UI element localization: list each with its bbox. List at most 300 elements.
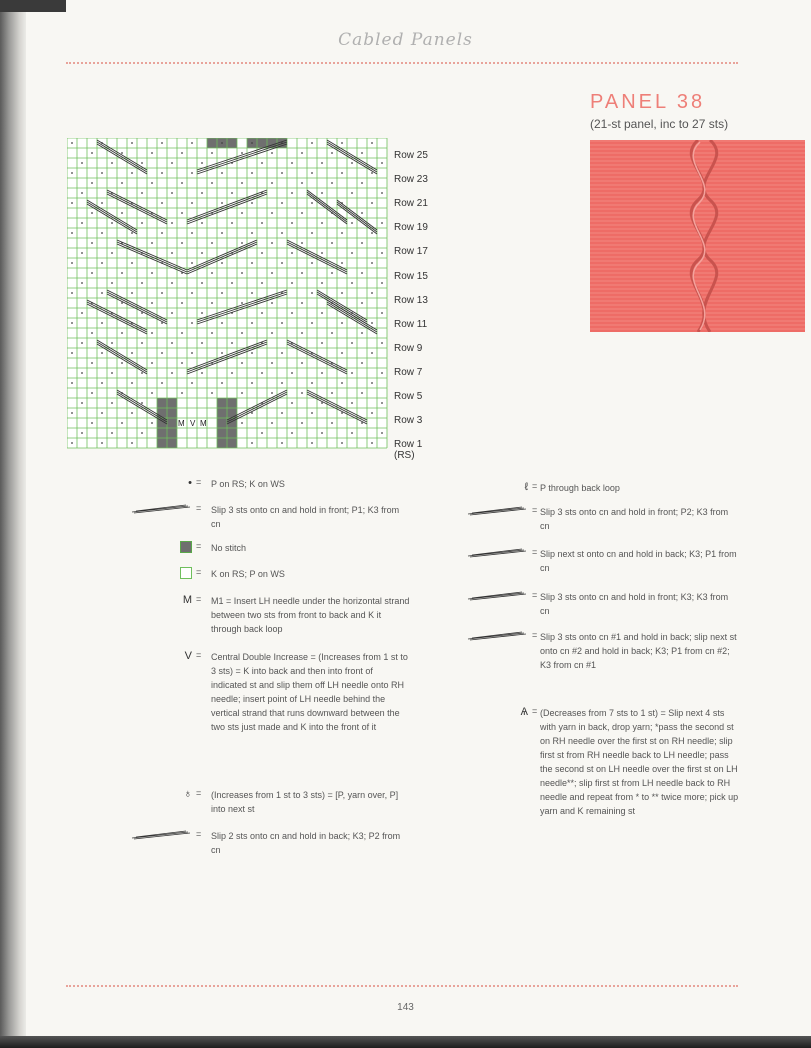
purl-dot: [121, 302, 123, 304]
book-gutter: [0, 0, 26, 1048]
purl-dot: [101, 232, 103, 234]
legend-equals: =: [532, 590, 538, 600]
page-bottom-shadow: [0, 1036, 811, 1048]
purl-dot: [291, 432, 293, 434]
purl-dot: [91, 182, 93, 184]
purl-dot: [221, 352, 223, 354]
no-stitch-cell: [167, 438, 177, 448]
purl-dot: [151, 392, 153, 394]
purl-dot: [311, 172, 313, 174]
purl-dot: [131, 352, 133, 354]
purl-dot: [221, 322, 223, 324]
purl-dot: [131, 382, 133, 384]
purl-dot: [271, 152, 273, 154]
purl-dot: [371, 382, 373, 384]
purl-dot: [131, 442, 133, 444]
purl-dot: [361, 302, 363, 304]
purl-dot: [371, 442, 373, 444]
purl-dot: [211, 242, 213, 244]
purl-dot: [231, 342, 233, 344]
no-stitch-cell: [217, 428, 227, 438]
purl-dot: [171, 222, 173, 224]
purl-dot: [141, 432, 143, 434]
purl-dot: [251, 262, 253, 264]
purl-dot: [141, 192, 143, 194]
purl-dot: [211, 182, 213, 184]
legend-text: (Decreases from 7 sts to 1 st) = Slip next 4 sts with yarn in back, drop yarn; *pass the second st on RH needle over the first st on RH needle; slip first st from RH needle back to LH needle; pass the second st on LH needle over the first st on LH needle**; slip first st from LH needle back to RH needle and repeat from * to ** twice more; pick up yarn and K remaining st: [540, 708, 739, 816]
purl-dot: [101, 262, 103, 264]
knit-square-icon: [180, 567, 192, 579]
purl-dot: [121, 182, 123, 184]
purl-dot: [321, 372, 323, 374]
purl-dot: [361, 152, 363, 154]
purl-dot: [311, 292, 313, 294]
purl-dot: [121, 422, 123, 424]
purl-dot: [171, 312, 173, 314]
legend-symbol-cell: [458, 505, 528, 520]
purl-dot: [81, 282, 83, 284]
purl-dot: [281, 172, 283, 174]
purl-dot: [271, 422, 273, 424]
purl-dot: [191, 292, 193, 294]
purl-dot: [221, 202, 223, 204]
purl-dot: [71, 412, 73, 414]
purl-dot: [241, 302, 243, 304]
page-number: 143: [397, 1002, 414, 1013]
cable-1-3-back-icon: [466, 550, 528, 562]
purl-tbl-icon: ℓ: [524, 481, 528, 493]
purl-dot: [291, 162, 293, 164]
row-label: Row 25: [394, 150, 428, 161]
purl-dot: [261, 222, 263, 224]
purl-dot: [371, 202, 373, 204]
purl-dot: [271, 272, 273, 274]
legend-symbol-cell: [122, 829, 192, 844]
purl-dot: [281, 262, 283, 264]
purl-dot: [361, 272, 363, 274]
purl-dot: [111, 162, 113, 164]
purl-dot: [351, 282, 353, 284]
knitting-chart: [67, 138, 389, 457]
purl-dot: [161, 172, 163, 174]
purl-dot: [311, 262, 313, 264]
purl-dot: [101, 352, 103, 354]
legend-symbol-cell: [458, 630, 528, 645]
purl-dot: [181, 302, 183, 304]
purl-dot: [211, 302, 213, 304]
purl-dot: [251, 352, 253, 354]
purl-dot: [381, 192, 383, 194]
purl-dot: [321, 192, 323, 194]
purl-dot: [71, 262, 73, 264]
purl-dot: [181, 152, 183, 154]
cable-3-1-front-icon: [130, 506, 192, 518]
purl-dot: [141, 222, 143, 224]
purl-dot: [201, 222, 203, 224]
purl-dot: [281, 322, 283, 324]
purl-dot: [371, 142, 373, 144]
purl-dot: [361, 392, 363, 394]
purl-dot: [231, 372, 233, 374]
purl-dot: [191, 382, 193, 384]
purl-dot: [361, 332, 363, 334]
purl-dot: [251, 322, 253, 324]
purl-dot: [241, 182, 243, 184]
purl-dot: [141, 372, 143, 374]
purl-dot: [231, 282, 233, 284]
purl-dot: [151, 422, 153, 424]
legend-text: M1 = Insert LH needle under the horizontal strand between two sts from front to back and K it through back loop: [211, 596, 410, 634]
purl-dot: [361, 242, 363, 244]
purl-dot: [271, 302, 273, 304]
no-stitch-cell: [157, 398, 167, 408]
purl-dot: [151, 302, 153, 304]
no-stitch-cell: [217, 438, 227, 448]
decrease-7-to-1-icon: Ѧ: [520, 706, 528, 718]
no-stitch-cell: [167, 428, 177, 438]
purl-dot: [301, 152, 303, 154]
legend-text: P on RS; K on WS: [211, 479, 285, 489]
legend-symbol-cell: [122, 650, 192, 662]
purl-dot: [151, 182, 153, 184]
purl-dot: [241, 212, 243, 214]
purl-dot: [181, 332, 183, 334]
purl-dot: [371, 262, 373, 264]
purl-dot: [81, 222, 83, 224]
purl-dot: [191, 262, 193, 264]
purl-dot: [251, 412, 253, 414]
purl-dot: [351, 372, 353, 374]
purl-dot: [271, 242, 273, 244]
purl-dot: [91, 272, 93, 274]
purl-dot: [311, 142, 313, 144]
purl-dot: [161, 322, 163, 324]
legend-symbol: V: [184, 650, 192, 662]
purl-dot: [251, 202, 253, 204]
purl-dot: [201, 192, 203, 194]
no-stitch-cell: [167, 408, 177, 418]
purl-dot: [381, 252, 383, 254]
no-stitch-cell: [167, 418, 177, 428]
purl-dot: [91, 332, 93, 334]
purl-dot: [321, 312, 323, 314]
purl-dot: [341, 442, 343, 444]
purl-dot: [91, 152, 93, 154]
legend-text: K on RS; P on WS: [211, 569, 285, 579]
purl-dot: [371, 232, 373, 234]
purl-dot: [71, 232, 73, 234]
legend-text: Slip next st onto cn and hold in back; K3; P1 from cn: [540, 549, 737, 573]
purl-dot: [161, 352, 163, 354]
legend-equals: =: [196, 567, 202, 577]
purl-dot: [341, 142, 343, 144]
purl-dot: [181, 362, 183, 364]
purl-dot: [211, 332, 213, 334]
legend-text: No stitch: [211, 543, 247, 553]
purl-dot: [321, 162, 323, 164]
legend-equals: =: [196, 477, 202, 487]
purl-dot: [201, 312, 203, 314]
purl-dot: [81, 372, 83, 374]
legend-text: Slip 2 sts onto cn and hold in back; K3; P2 from cn: [211, 831, 401, 855]
purl-dot: [341, 262, 343, 264]
purl-dot: [381, 402, 383, 404]
purl-dot: [241, 152, 243, 154]
purl-dot: [151, 152, 153, 154]
page-corner-shadow: [0, 0, 66, 12]
row-label: Row 3: [394, 415, 423, 427]
purl-dot: [191, 172, 193, 174]
purl-dot: [81, 162, 83, 164]
legend-text: Slip 3 sts onto cn and hold in front; P2; K3 from cn: [540, 507, 729, 531]
purl-dot: [201, 372, 203, 374]
purl-dot: [301, 362, 303, 364]
purl-dot: [281, 382, 283, 384]
purl-dot: [331, 182, 333, 184]
purl-dot: [211, 272, 213, 274]
legend-symbol: •: [188, 477, 192, 489]
purl-dot: [181, 212, 183, 214]
purl-dot: [281, 232, 283, 234]
purl-dot: [291, 372, 293, 374]
purl-dot: [291, 192, 293, 194]
purl-dot: [251, 442, 253, 444]
purl-dot: [351, 342, 353, 344]
running-header: Cabled Panels: [338, 30, 473, 50]
purl-dot: [231, 222, 233, 224]
row-label: Row 21: [394, 198, 428, 210]
panel-subtitle: (21-st panel, inc to 27 sts): [590, 117, 729, 131]
purl-dot: [91, 362, 93, 364]
legend-text: Slip 3 sts onto cn and hold in front; P1; K3 from cn: [211, 505, 400, 529]
purl-dot: [201, 162, 203, 164]
purl-dot: [161, 382, 163, 384]
purl-dot: [101, 442, 103, 444]
purl-dot: [331, 332, 333, 334]
purl-dot: [181, 392, 183, 394]
purl-dot: [371, 322, 373, 324]
purl-dot: [171, 342, 173, 344]
purl-dot: [251, 172, 253, 174]
legend-equals: =: [532, 630, 538, 640]
purl-dot: [371, 172, 373, 174]
purl-dot: [361, 422, 363, 424]
increase-1-to-3-icon: ♁: [183, 788, 192, 800]
purl-dot: [341, 172, 343, 174]
purl-dot: [191, 142, 193, 144]
purl-dot: [171, 192, 173, 194]
purl-dot: [81, 402, 83, 404]
purl-dot: [331, 272, 333, 274]
purl-dot: [331, 422, 333, 424]
no-stitch-cell: [217, 408, 227, 418]
purl-dot: [271, 392, 273, 394]
purl-dot: [331, 242, 333, 244]
row-label: Row 17: [394, 246, 428, 258]
purl-dot: [151, 332, 153, 334]
legend-symbol-cell: [122, 788, 192, 800]
swatch-photo: [590, 140, 805, 332]
bottom-dotted-rule: [66, 985, 738, 987]
purl-dot: [261, 252, 263, 254]
purl-dot: [311, 442, 313, 444]
purl-dot: [301, 182, 303, 184]
purl-dot: [141, 342, 143, 344]
purl-dot: [191, 232, 193, 234]
purl-dot: [341, 382, 343, 384]
purl-dot: [221, 232, 223, 234]
purl-dot: [291, 282, 293, 284]
purl-dot: [261, 162, 263, 164]
purl-dot: [71, 382, 73, 384]
purl-dot: [111, 432, 113, 434]
purl-dot: [71, 202, 73, 204]
purl-dot: [241, 422, 243, 424]
purl-dot: [381, 372, 383, 374]
top-dotted-rule: [66, 62, 738, 64]
no-stitch-cell: [227, 398, 237, 408]
purl-dot: [321, 432, 323, 434]
legend-symbol: M: [182, 594, 192, 606]
purl-dot: [331, 152, 333, 154]
legend-symbol-cell: [458, 706, 528, 718]
cable-swatch-image: [590, 140, 805, 332]
purl-dot: [101, 172, 103, 174]
purl-dot: [161, 142, 163, 144]
purl-dot: [341, 322, 343, 324]
purl-dot: [351, 402, 353, 404]
purl-dot: [311, 232, 313, 234]
row-label: Row 23: [394, 174, 428, 186]
purl-dot: [171, 372, 173, 374]
legend-equals: =: [532, 481, 538, 491]
purl-dot: [361, 182, 363, 184]
purl-dot: [151, 242, 153, 244]
cable-2-3-back-icon: [130, 832, 192, 844]
no-stitch-cell: [227, 138, 237, 148]
purl-dot: [321, 252, 323, 254]
purl-dot: [361, 212, 363, 214]
purl-dot: [191, 202, 193, 204]
legend-equals: =: [532, 505, 538, 515]
legend-text: Slip 3 sts onto cn #1 and hold in back; slip next st onto cn #2 and hold in back; K3; P1 from cn #2; K3 from cn #1: [540, 632, 737, 670]
legend-symbol-cell: [122, 503, 192, 518]
purl-dot: [301, 332, 303, 334]
purl-dot: [221, 262, 223, 264]
purl-dot: [311, 202, 313, 204]
purl-dot: [341, 412, 343, 414]
legend-text: P through back loop: [540, 483, 620, 493]
m1-cell: M: [178, 419, 185, 428]
legend-symbol-cell: [122, 541, 192, 556]
purl-dot: [121, 212, 123, 214]
legend-text: Slip 3 sts onto cn and hold in front; K3; K3 from cn: [540, 592, 729, 616]
legend-equals: =: [196, 594, 202, 604]
no-stitch-cell: [167, 398, 177, 408]
purl-dot: [171, 162, 173, 164]
purl-dot: [201, 282, 203, 284]
purl-dot: [161, 202, 163, 204]
purl-dot: [191, 322, 193, 324]
purl-dot: [231, 192, 233, 194]
purl-dot: [201, 252, 203, 254]
purl-dot: [311, 382, 313, 384]
purl-dot: [241, 362, 243, 364]
purl-dot: [381, 432, 383, 434]
legend-symbol-cell: [458, 481, 528, 493]
purl-dot: [251, 382, 253, 384]
purl-dot: [141, 162, 143, 164]
purl-dot: [321, 402, 323, 404]
purl-dot: [381, 342, 383, 344]
chart-grid: [67, 138, 389, 452]
purl-dot: [341, 232, 343, 234]
row-label: Row 1: [394, 439, 423, 451]
purl-dot: [291, 402, 293, 404]
legend-symbol-cell: [122, 477, 192, 489]
cdi-cell: V: [190, 419, 196, 428]
legend-text: Central Double Increase = (Increases from 1 st to 3 sts) = K into back and then into front of indicated st and slip them off LH needle onto RH needle; insert point of LH needle behind the vertical strand that runs downward between the two sts just made and K into the front of it: [211, 652, 408, 732]
purl-dot: [221, 292, 223, 294]
legend-equals: =: [196, 503, 202, 513]
purl-dot: [271, 182, 273, 184]
purl-dot: [121, 152, 123, 154]
purl-dot: [71, 142, 73, 144]
no-stitch-cell: [227, 428, 237, 438]
purl-dot: [71, 292, 73, 294]
purl-dot: [101, 412, 103, 414]
purl-dot: [181, 182, 183, 184]
purl-dot: [91, 242, 93, 244]
row-label: Row 5: [394, 391, 423, 402]
purl-dot: [381, 222, 383, 224]
purl-dot: [131, 142, 133, 144]
purl-dot: [141, 402, 143, 404]
row-label: Row 9: [394, 342, 423, 354]
no-stitch-cell: [217, 418, 227, 428]
row-label: Row 15: [394, 270, 428, 282]
purl-dot: [81, 432, 83, 434]
no-stitch-cell: [227, 438, 237, 448]
purl-dot: [131, 232, 133, 234]
purl-dot: [191, 352, 193, 354]
purl-dot: [371, 412, 373, 414]
purl-dot: [101, 202, 103, 204]
panel-title: PANEL 38: [590, 91, 706, 113]
purl-dot: [121, 272, 123, 274]
purl-dot: [361, 362, 363, 364]
purl-dot: [151, 272, 153, 274]
purl-dot: [291, 252, 293, 254]
purl-dot: [161, 292, 163, 294]
purl-dot: [301, 302, 303, 304]
cable-3-1-3-back-icon: [466, 633, 528, 645]
no-stitch-cell: [157, 438, 167, 448]
purl-dot: [201, 342, 203, 344]
purl-dot: [101, 322, 103, 324]
legend-symbol-cell: [458, 547, 528, 562]
purl-dot: [271, 332, 273, 334]
row-label: Row 19: [394, 222, 428, 234]
purl-dot: [321, 342, 323, 344]
purl-dot: [281, 352, 283, 354]
purl-dot: [381, 282, 383, 284]
purl-dot: [221, 382, 223, 384]
purl-dot: [171, 252, 173, 254]
purl-dot: [281, 202, 283, 204]
purl-dot: [341, 352, 343, 354]
purl-dot: [351, 192, 353, 194]
